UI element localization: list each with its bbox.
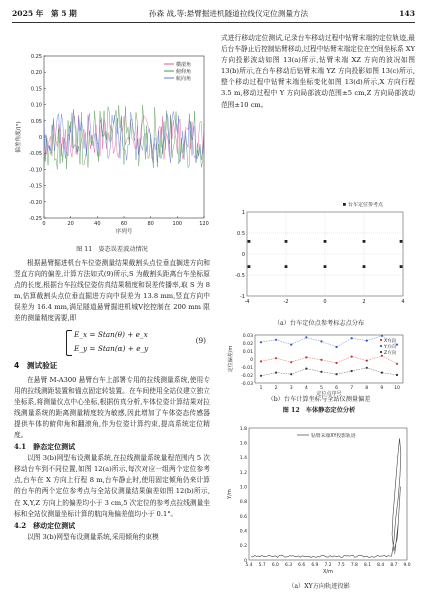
fig12b-point (381, 355, 383, 357)
fig12b-point (366, 360, 368, 362)
running-title: 孙森 战,等:悬臂掘进机隧道拉线仪定位测量方法 (148, 8, 309, 18)
fig12b-line-0 (261, 356, 397, 364)
fig12a-caption: （a）台车定位点参考标志点分布 (273, 320, 365, 327)
fig12b-legend-swatch (380, 345, 382, 347)
fig12b-line-2 (261, 368, 397, 376)
fig13a-ylabel: Y/m (227, 489, 233, 499)
fig12b-xtick-label: 1 (259, 386, 263, 391)
fig12a-point (400, 265, 403, 268)
page-number: 143 (399, 8, 415, 18)
fig12b-ytick-label: 0 (250, 357, 253, 363)
fig12a-point (285, 265, 288, 268)
fig13a-xtick-label: 9.0 (403, 563, 411, 568)
fig11-ytick-label: 0.25 (30, 54, 42, 60)
fig11-xtick-label: 40 (94, 221, 101, 227)
fig13a-legend-label: 钻臂末端XY投影轨迹 (311, 434, 356, 439)
fig13a-ytick-label: 1.8 (239, 426, 247, 432)
fig13a-ytick-label: 0 (244, 558, 247, 564)
fig12b-point (275, 372, 277, 374)
fig12b-point (351, 370, 353, 372)
fig13a-xtick-label: 7.5 (337, 563, 345, 568)
fig12b-ytick-label: 0.03 (242, 333, 253, 339)
fig12a-xtick-label: 0 (323, 299, 327, 305)
fig12b-point (396, 363, 398, 365)
fig12b-xtick-label: 10 (394, 386, 400, 391)
section-4-1-heading: 4.1 静态定位测试 (14, 442, 76, 452)
fig13a-chart (225, 424, 413, 576)
fig12a-point (400, 240, 403, 243)
fig11-xtick-label: 120 (199, 221, 209, 227)
fig12a-chart (225, 202, 413, 306)
fig13a-xtick-label: 5.7 (258, 563, 266, 568)
fig12b-point (396, 374, 398, 376)
fig12b-ytick-label: 0.01 (242, 349, 253, 355)
fig12b-ylabel: 定位偏差/m (228, 345, 234, 373)
equation-brace (66, 330, 72, 356)
fig12b-legend-label: Z方向 (384, 350, 397, 356)
fig12b-ytick-label: -0.01 (241, 365, 253, 371)
fig12b-point (260, 375, 262, 377)
fig12b-point (335, 362, 337, 364)
fig11-legend-label: 航向角 (176, 76, 192, 82)
fig13a-xtick-label: 7.8 (350, 563, 358, 568)
fig12b-point (335, 373, 337, 375)
fig11-caption: 图 11 姿态误差波动情况 (76, 246, 148, 253)
fig12a-xtick-label: -2 (283, 299, 289, 305)
fig11-xtick-label: 0 (42, 221, 46, 227)
fig11-xtick-label: 60 (120, 221, 128, 227)
fig12b-point (335, 346, 337, 348)
fig12a-ytick-label: 0 (241, 252, 245, 258)
fig12b-point (396, 344, 398, 346)
fig13a-ytick-label: 1.0 (239, 485, 247, 491)
fig13a-xtick-label: 8.1 (364, 563, 371, 568)
fig11-ytick-label: -0.15 (29, 183, 42, 190)
fig13a-xtick-label: 6.9 (311, 563, 319, 568)
fig12b-point (381, 372, 383, 374)
fig13a-xlabel: X/m (323, 569, 333, 575)
fig11-legend-label: 俯仰角 (176, 69, 192, 75)
fig12b-xtick-label: 7 (350, 386, 354, 391)
fig12b-point (305, 336, 307, 338)
left-column (14, 258, 210, 543)
equation-line-2: E_y = Stan(α) + e_y (74, 343, 149, 353)
fig11-ytick-label: 0 (38, 135, 42, 141)
fig12a-point (324, 265, 327, 268)
fig13a-caption: （a）XY方向轨迹投影 (288, 583, 350, 590)
fig12b-xtick-label: 3 (289, 386, 293, 391)
fig12a-point (248, 240, 251, 243)
fig12b-point (320, 340, 322, 342)
fig12a-ytick-label: 1 (241, 210, 245, 216)
fig12-caption: 图 12 车体静态定位分析 (282, 407, 356, 414)
fig13a-ytick-label: 0.6 (239, 514, 247, 520)
fig13a-xtick-label: 6.6 (298, 563, 306, 568)
fig12b-xtick-label: 9 (380, 386, 384, 391)
fig12a-xtick-label: 2 (362, 299, 366, 305)
fig12b-point (290, 361, 292, 363)
fig12a-ytick-label: -0.5 (235, 273, 245, 279)
fig12b-xtick-label: 5 (319, 386, 323, 391)
fig13a-xtick-label: 7.2 (324, 563, 332, 568)
fig12b-legend-label: X方向 (384, 338, 397, 344)
fig12b-point (290, 373, 292, 375)
fig12b-point (275, 357, 277, 359)
fig11-ylabel: 偏差角度/(°) (16, 121, 22, 153)
fig12b-xtick-label: 4 (304, 386, 308, 391)
fig12b-point (290, 344, 292, 346)
issue-label: 2025 年 第 5 期 (12, 8, 77, 18)
fig12b-point (351, 337, 353, 339)
left-para-3: 以图 3(b)网型布设测量系统,在拉线测量系统量程范围内 5 次移动台车到不同位置,如图 12(a)所示,每次对应一组两个定位参考点,台车在 X 方向上行程 8 m,台车静止时,使用固定倾角仍来计算的台车的两个定位参考点与全站仪测量结果偏差如图 12(b)所示,在 X,Y,Z 方向上的偏差均小于 3 cm,5 次定位的参考点拉线测量坐标和全站仪测量坐标计算的航向角偏差值均小于 0.1°。 (14, 454, 210, 518)
fig12a-ytick-label: -1 (240, 294, 245, 300)
fig11-ytick-label: -0.20 (29, 199, 42, 206)
fig13a-xtick-label: 6.3 (285, 563, 292, 568)
fig13a-xtick-label: 8.4 (377, 563, 385, 568)
fig12b-xtick-label: 8 (365, 386, 369, 391)
fig12a-point (363, 265, 366, 268)
fig12b-xtick-label: 2 (274, 386, 278, 391)
fig12b-ytick-label: -0.03 (241, 381, 253, 387)
fig11-xlabel: 序列号 (115, 229, 133, 235)
fig12a-point (285, 240, 288, 243)
equation-number: (9) (195, 335, 206, 345)
fig12b-point (320, 359, 322, 361)
fig13a-ytick-label: 1.6 (239, 441, 247, 447)
left-para-4: 以图 3(b)网型布设测量系统,采用倾角约束模 (27, 532, 159, 541)
fig12a-point (324, 240, 327, 243)
fig12b-frame (255, 335, 403, 383)
section-4-heading: 4 测试验证 (14, 360, 58, 370)
running-header (12, 6, 415, 20)
left-para-2: 在悬臂 M-A300 悬臂台车上部署专用的拉线测量系统,使用专用的拉线测距装置和锚点固定转装置。在车间使用全站仪建立独立坐标系,将测量仪点中心坐标,根据仿真分析,车体位姿计算结果对拉线测量系统的距离测量精度较为敏感,因此增加了车体姿态传感器提供车体的俯仰角和翻滚角,作为位姿计算约束,提高系统定位精度。 (14, 375, 210, 440)
left-para-1: 根据悬臂掘进机台车位姿测量结果截割头点位垂直搁进方向和竖直方向的偏差,计算方法如式(9)所示,S 为截割头距离台车坐标原点的长度,根据台车拉线位姿仿真结果精度和误差传播率,取 S 为 8 m,估算截割头点位垂直掘进方向中误差为 13.8 mm,竖直方向中误差为 16.4 mm,满足隧道悬臂掘进机城V挖控制在 200 mm 限差的测量精度需要,即 (14, 259, 210, 323)
fig12a-xtick-label: 4 (401, 299, 405, 305)
fig12b-point (260, 360, 262, 362)
fig12b-point (275, 339, 277, 341)
fig11-ytick-label: 0.10 (30, 102, 42, 109)
fig12b-point (305, 368, 307, 370)
section-4-2-heading: 4.2 移动定位测试 (14, 520, 76, 530)
fig11-xtick-label: 20 (67, 221, 74, 227)
fig11-chart (14, 50, 210, 242)
fig12a-xtick-label: -4 (244, 299, 250, 305)
fig12b-line-1 (261, 336, 397, 347)
fig12b-legend-label: Y方向 (384, 344, 396, 350)
fig12b-point (366, 340, 368, 342)
header-rule (12, 22, 415, 23)
fig11-ytick-label: -0.05 (29, 151, 42, 158)
fig11-xtick-label: 100 (172, 221, 183, 227)
fig13a-xtick-label: 5.4 (245, 563, 253, 568)
fig13a-ytick-label: 1.4 (239, 456, 247, 462)
fig13a-ytick-label: 0.2 (239, 544, 247, 550)
fig12b-point (366, 367, 368, 369)
fig13a-trajectory (251, 438, 401, 557)
fig12a-legend-label: 台车定位参考点 (348, 202, 384, 208)
fig12a-point (248, 265, 251, 268)
fig11-ytick-label: 0.20 (30, 70, 42, 77)
fig13a-frame (249, 428, 407, 560)
fig13a-xtick-label: 8.7 (390, 563, 398, 568)
fig12b-ytick-label: -0.02 (241, 373, 253, 379)
fig12b-ytick-label: 0.02 (242, 341, 253, 347)
fig12b-point (320, 371, 322, 373)
fig12b-point (381, 335, 383, 337)
fig12a-ytick-label: 0.5 (237, 231, 245, 237)
fig12b-legend-swatch (380, 339, 382, 341)
fig11-xtick-label: 80 (147, 221, 154, 227)
fig13a-xtick-label: 6.0 (271, 563, 279, 568)
fig11-ytick-label: 0.05 (30, 118, 42, 125)
fig13a-ytick-label: 0.8 (239, 500, 247, 506)
right-column (221, 33, 415, 111)
equation-line-1: E_x = Stan(θ) + e_x (74, 329, 148, 339)
fig11-ytick-label: -0.25 (29, 216, 42, 222)
fig11-legend-label: 横滚角 (176, 62, 192, 68)
fig13a-ytick-label: 1.2 (239, 470, 247, 476)
fig12a-point (363, 240, 366, 243)
right-para-1: 式进行移动定位测试,记录台车移动过程中钻臂末端的定位轨迹,最后台车静止后控制钻臂移动,过程中钻臂末端定位在空间坐标系 XY 方向投影波动如图 13(a)所示,钻臂末端 XZ 方向的波况如图 13(b)所示,在台车移动后钻臂末端 YZ 方向投影如图 13(c)所示,整个移动过程中钻臂末端坐标变化如图 13(d)所示,X 方向行程 3.5 m,移动过程中 Y 方向局部波动范围±5 cm,Z 方向局部波动范围±10 cm。 (221, 34, 415, 109)
fig12b-caption: （b）台车计算坐标与全站仪测量偏差 (267, 396, 371, 403)
fig12b-xtick-label: 6 (335, 386, 339, 391)
fig12b-point (351, 356, 353, 358)
fig12b-point (305, 356, 307, 358)
fig11-ytick-label: 0.15 (30, 86, 42, 93)
equation-9 (14, 327, 210, 357)
fig12b-point (260, 341, 262, 343)
fig11-ytick-label: -0.10 (29, 167, 42, 174)
fig12b-xlabel: 定位点序号 (316, 391, 342, 397)
fig12a-legend-swatch (343, 203, 346, 206)
fig12b-legend-swatch (380, 351, 382, 353)
fig13a-ytick-label: 0.4 (239, 529, 247, 535)
